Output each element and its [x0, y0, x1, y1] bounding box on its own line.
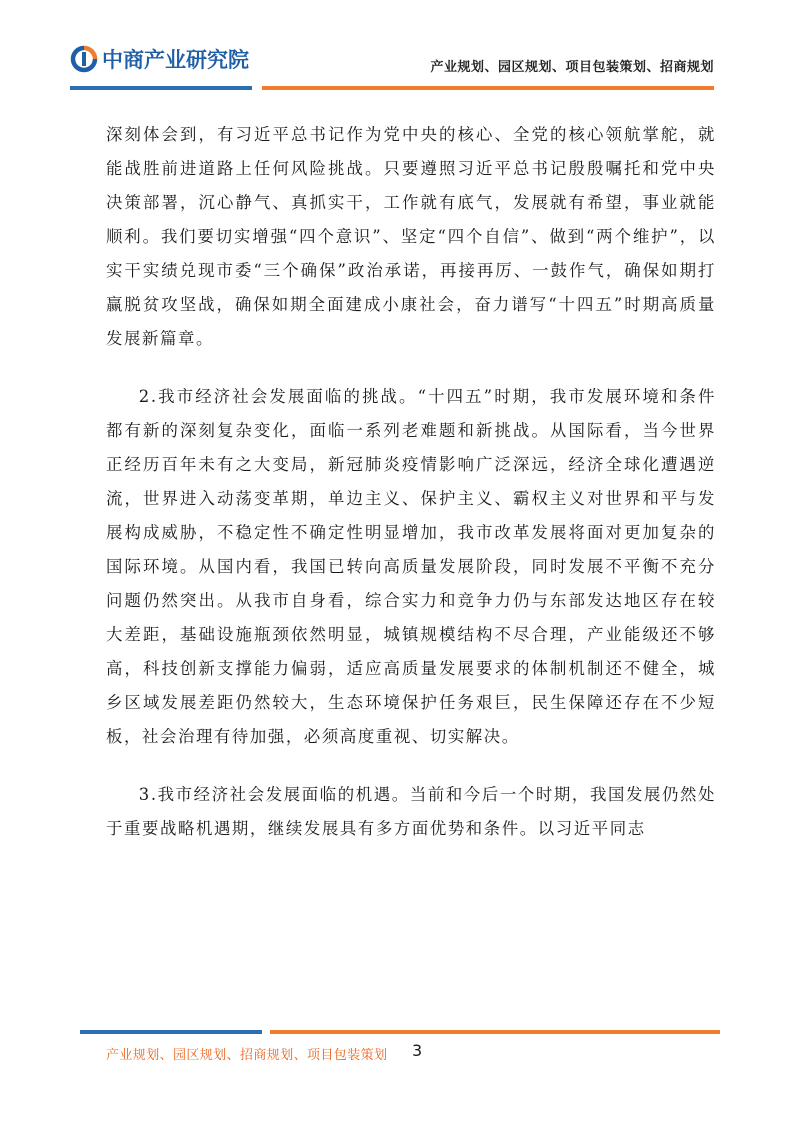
paragraph-continued: 深刻体会到，有习近平总书记作为党中央的核心、全党的核心领航掌舵，就能战胜前进道路上任何风险挑战。只要遵照习近平总书记殷殷嘱托和党中央决策部署，沉心静气、真抓实干，工作就有底气，发展就有希望，事业就能顺利。我们要切实增强“四个意识”、坚定“四个自信”、做到“两个维护”，以实干实绩兑现市委“三个确保”政治承诺，再接再厉、一鼓作气，确保如期打赢脱贫攻坚战，确保如期全面建成小康社会，奋力谱写“十四五”时期高质量发展新篇章。 [106, 125, 716, 348]
footer-rule-orange [270, 1030, 720, 1034]
logo-icon [70, 45, 98, 73]
paragraph-opportunities: 3.我市经济社会发展面临的机遇。当前和今后一个时期，我国发展仍然处于重要战略机遇期，继续发展具有多方面优势和条件。以习近平同志 [106, 785, 716, 838]
header-tagline: 产业规划、园区规划、项目包装策划、招商规划 [430, 60, 714, 75]
paragraph-challenges: 2.我市经济社会发展面临的挑战。“十四五”时期，我市发展环境和条件都有新的深刻复杂变化，面临一系列老难题和新挑战。从国际看，当今世界正经历百年未有之大变局，新冠肺炎疫情影响广泛深远，经济全球化遭遇逆流，世界进入动荡变革期，单边主义、保护主义、霸权主义对世界和平与发展构成威胁，不稳定性不确定性明显增加，我市改革发展将面对更加复杂的国际环境。从国内看，我国已转向高质量发展阶段，同时发展不平衡不充分问题仍然突出。从我市自身看，综合实力和竞争力仍与东部发达地区存在较大差距，基础设施瓶颈依然明显，城镇规模结构不尽合理，产业能级还不够高，科技创新支撑能力偏弱，适应高质量发展要求的体制机制还不健全，城乡区域发展差距仍然较大，生态环境保护任务艰巨，民生保障还存在不少短板，社会治理有待加强，必须高度重视、切实解决。 [106, 387, 716, 746]
company-logo [70, 44, 249, 74]
page-number: 3 [412, 1041, 423, 1060]
header-rule-blue [70, 86, 252, 90]
footer-rule-blue [80, 1030, 262, 1034]
logo-text: 中商产业研究院 [102, 48, 249, 72]
document-body [106, 118, 716, 846]
header-rule-orange [262, 86, 714, 90]
footer-text: 产业规划、园区规划、招商规划、项目包装策划 [106, 1048, 388, 1063]
